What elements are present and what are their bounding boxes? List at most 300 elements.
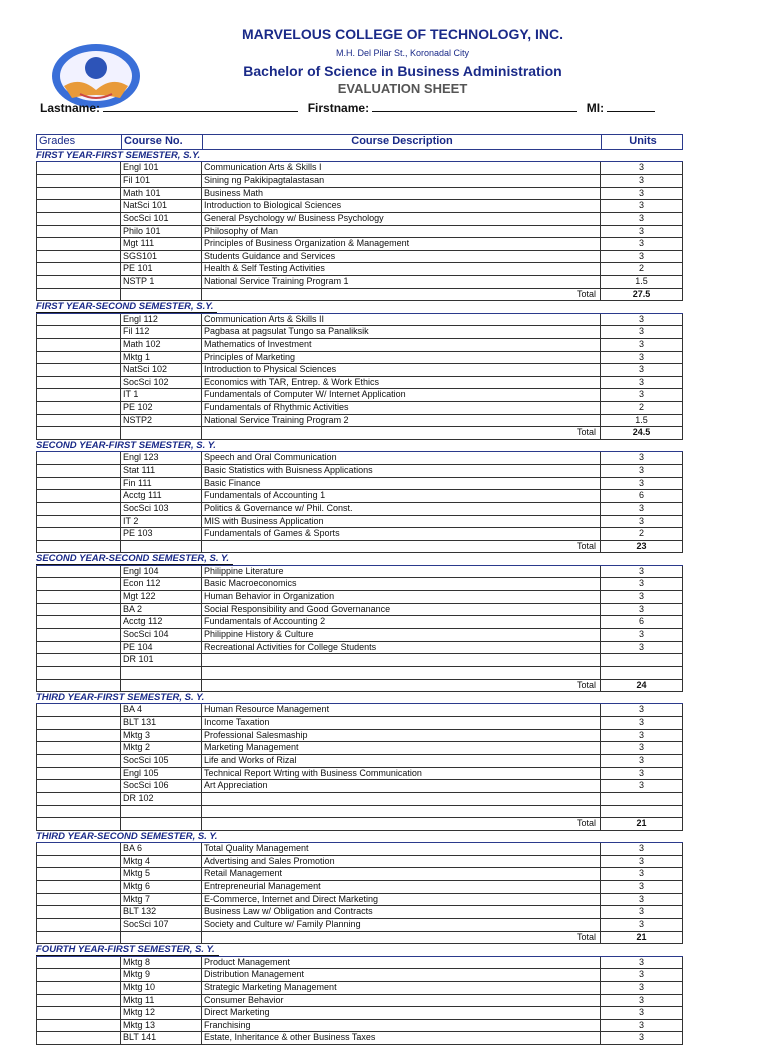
course-no-cell: Mktg 8 xyxy=(120,957,201,969)
course-description-cell: Philippine Literature xyxy=(201,566,600,578)
units-cell: 3 xyxy=(600,339,683,351)
table-row xyxy=(36,226,683,239)
course-description-cell: Basic Macroeconomics xyxy=(201,578,600,590)
course-no-cell: Engl 112 xyxy=(120,314,201,326)
course-no-cell: SGS101 xyxy=(120,251,201,263)
table-row xyxy=(36,578,683,591)
semester-title-text: SECOND YEAR-FIRST SEMESTER, S. Y. xyxy=(36,440,220,452)
course-description-cell xyxy=(201,654,600,666)
grade-cell[interactable] xyxy=(36,591,120,603)
table-row xyxy=(36,452,683,465)
table-row xyxy=(36,415,683,428)
course-description-cell: Business Math xyxy=(201,188,600,200)
course-description-header: Course Description xyxy=(202,135,601,149)
grade-cell[interactable] xyxy=(36,566,120,578)
course-no-cell: Mktg 9 xyxy=(120,969,201,981)
course-no-cell: Acctg 111 xyxy=(120,490,201,502)
course-description-cell: Sining ng Pakikipagtalastasan xyxy=(201,175,600,187)
grade-cell[interactable] xyxy=(36,957,120,969)
course-no-cell: Fil 112 xyxy=(120,326,201,338)
college-name: MARVELOUS COLLEGE OF TECHNOLOGY, INC. xyxy=(242,26,563,42)
course-description-cell: E-Commerce, Internet and Direct Marketing xyxy=(201,894,600,906)
lastname-label: Lastname: xyxy=(40,101,101,115)
units-cell xyxy=(600,806,683,818)
total-grade-cell xyxy=(36,289,120,301)
grade-cell[interactable] xyxy=(36,263,120,275)
grade-cell[interactable] xyxy=(36,1020,120,1032)
table-row xyxy=(36,982,683,995)
course-description-cell xyxy=(201,667,600,679)
units-cell: 3 xyxy=(600,768,683,780)
grade-cell[interactable] xyxy=(36,226,120,238)
course-description-cell: Franchising xyxy=(201,1020,600,1032)
course-description-cell: Marketing Management xyxy=(201,742,600,754)
course-description-cell xyxy=(201,793,600,805)
course-description-cell: Pagbasa at pagsulat Tungo sa Panaliksik xyxy=(201,326,600,338)
course-no-cell: NSTP2 xyxy=(120,415,201,427)
total-course-cell xyxy=(120,932,201,944)
units-cell: 1.5 xyxy=(600,415,683,427)
course-description-cell: Philosophy of Man xyxy=(201,226,600,238)
course-description-cell: Society and Culture w/ Family Planning xyxy=(201,919,600,931)
course-description-cell: Technical Report Wrting with Business Communication xyxy=(201,768,600,780)
course-description-cell: National Service Training Program 2 xyxy=(201,415,600,427)
units-cell: 3 xyxy=(600,389,683,401)
course-no-cell: Engl 104 xyxy=(120,566,201,578)
table-row xyxy=(36,806,683,819)
semester-title xyxy=(36,553,683,565)
units-cell: 3 xyxy=(600,856,683,868)
semester-title xyxy=(36,150,683,162)
units-cell: 3 xyxy=(600,364,683,376)
grade-cell[interactable] xyxy=(36,478,120,490)
units-cell: 6 xyxy=(600,490,683,502)
table-row xyxy=(36,465,683,478)
program-title: Bachelor of Science in Business Administration xyxy=(243,63,562,79)
units-cell: 3 xyxy=(600,868,683,880)
units-cell: 3 xyxy=(600,1020,683,1032)
grade-cell[interactable] xyxy=(36,919,120,931)
units-cell: 3 xyxy=(600,226,683,238)
table-row xyxy=(36,490,683,503)
total-course-cell xyxy=(120,427,201,439)
total-course-cell xyxy=(120,289,201,301)
total-units: 27.5 xyxy=(600,289,683,301)
total-units: 23 xyxy=(600,541,683,553)
units-cell: 3 xyxy=(600,629,683,641)
total-grade-cell xyxy=(36,818,120,830)
units-cell: 3 xyxy=(600,516,683,528)
name-row xyxy=(40,100,660,115)
grade-cell[interactable] xyxy=(36,465,120,477)
table-row xyxy=(36,389,683,402)
total-units: 24.5 xyxy=(600,427,683,439)
course-description-cell: Recreational Activities for College Students xyxy=(201,642,600,654)
table-row xyxy=(36,528,683,541)
total-label: Total xyxy=(201,541,600,553)
units-cell: 3 xyxy=(600,213,683,225)
grade-cell[interactable] xyxy=(36,856,120,868)
units-cell: 3 xyxy=(600,566,683,578)
table-row xyxy=(36,742,683,755)
grade-cell[interactable] xyxy=(36,982,120,994)
grade-cell[interactable] xyxy=(36,326,120,338)
course-description-cell: Art Appreciation xyxy=(201,780,600,792)
grade-cell[interactable] xyxy=(36,251,120,263)
grade-cell[interactable] xyxy=(36,339,120,351)
course-no-cell: DR 102 xyxy=(120,793,201,805)
course-description-cell: Social Responsibility and Good Governanance xyxy=(201,604,600,616)
table-row xyxy=(36,326,683,339)
table-row xyxy=(36,755,683,768)
course-no-cell: Engl 123 xyxy=(120,452,201,464)
course-description-cell: Fundamentals of Accounting 2 xyxy=(201,616,600,628)
course-description-cell: Entrepreneurial Management xyxy=(201,881,600,893)
grade-cell[interactable] xyxy=(36,894,120,906)
course-no-cell: BA 4 xyxy=(120,704,201,716)
grades-header: Grades xyxy=(39,135,76,147)
grade-cell[interactable] xyxy=(36,352,120,364)
total-row xyxy=(36,932,683,945)
table-row xyxy=(36,881,683,894)
grade-cell[interactable] xyxy=(36,162,120,174)
course-no-cell xyxy=(120,806,201,818)
course-no-cell: Mktg 7 xyxy=(120,894,201,906)
units-cell: 3 xyxy=(600,478,683,490)
course-no-cell: PE 104 xyxy=(120,642,201,654)
total-course-cell xyxy=(120,680,201,692)
grade-cell[interactable] xyxy=(36,654,120,666)
grade-cell[interactable] xyxy=(36,793,120,805)
course-description-cell: Communication Arts & Skills II xyxy=(201,314,600,326)
units-cell xyxy=(600,793,683,805)
grade-cell[interactable] xyxy=(36,578,120,590)
course-description-cell: Economics with TAR, Entrep. & Work Ethics xyxy=(201,377,600,389)
course-description-cell: Basic Statistics with Buisness Applications xyxy=(201,465,600,477)
units-cell: 3 xyxy=(600,642,683,654)
course-description-cell: Students Guidance and Services xyxy=(201,251,600,263)
grade-cell[interactable] xyxy=(36,452,120,464)
mi-label: MI: xyxy=(586,101,605,115)
course-description-cell: Total Quality Management xyxy=(201,843,600,855)
units-cell: 3 xyxy=(600,175,683,187)
semester-title xyxy=(36,944,683,956)
total-course-cell xyxy=(120,541,201,553)
course-no-cell: PE 101 xyxy=(120,263,201,275)
grade-cell[interactable] xyxy=(36,604,120,616)
units-cell: 3 xyxy=(600,894,683,906)
grade-cell[interactable] xyxy=(36,730,120,742)
semester-title xyxy=(36,831,683,843)
grade-cell[interactable] xyxy=(36,314,120,326)
course-description-cell: General Psychology w/ Business Psychology xyxy=(201,213,600,225)
evaluation-table xyxy=(36,134,683,1045)
course-description-cell: Basic Finance xyxy=(201,478,600,490)
table-row xyxy=(36,175,683,188)
units-cell: 3 xyxy=(600,906,683,918)
grade-cell[interactable] xyxy=(36,616,120,628)
course-description-cell: Estate, Inheritance & other Business Taxes xyxy=(201,1032,600,1044)
table-row xyxy=(36,642,683,655)
units-cell: 3 xyxy=(600,957,683,969)
table-row xyxy=(36,188,683,201)
grade-cell[interactable] xyxy=(36,415,120,427)
grade-cell[interactable] xyxy=(36,528,120,540)
total-label: Total xyxy=(201,427,600,439)
semester-title xyxy=(36,440,683,452)
course-description-cell: MIS with Business Application xyxy=(201,516,600,528)
semester-title-text: FIRST YEAR-FIRST SEMESTER, S.Y. xyxy=(36,150,204,162)
grade-cell[interactable] xyxy=(36,881,120,893)
total-row xyxy=(36,427,683,440)
table-row xyxy=(36,352,683,365)
course-no-cell: SocSci 104 xyxy=(120,629,201,641)
table-row xyxy=(36,894,683,907)
grade-cell[interactable] xyxy=(36,755,120,767)
table-header xyxy=(36,134,683,150)
units-cell xyxy=(600,667,683,679)
course-description-cell: Human Resource Management xyxy=(201,704,600,716)
table-row xyxy=(36,793,683,806)
units-cell: 3 xyxy=(600,919,683,931)
course-description-cell: Introduction to Biological Sciences xyxy=(201,200,600,212)
units-cell: 3 xyxy=(600,755,683,767)
course-description-cell: Retail Management xyxy=(201,868,600,880)
total-row xyxy=(36,818,683,831)
course-no-cell: Fin 111 xyxy=(120,478,201,490)
table-row xyxy=(36,604,683,617)
grade-cell[interactable] xyxy=(36,742,120,754)
course-no-cell: SocSci 106 xyxy=(120,780,201,792)
units-header: Units xyxy=(601,135,684,149)
lastname-field[interactable] xyxy=(103,100,298,112)
course-no-cell: BA 2 xyxy=(120,604,201,616)
units-cell: 3 xyxy=(600,503,683,515)
course-description-cell: Communication Arts & Skills I xyxy=(201,162,600,174)
course-no-cell: Mgt 122 xyxy=(120,591,201,603)
grade-cell[interactable] xyxy=(36,364,120,376)
course-description-cell: Mathematics of Investment xyxy=(201,339,600,351)
course-description-cell: Principles of Marketing xyxy=(201,352,600,364)
course-description-cell: Business Law w/ Obligation and Contracts xyxy=(201,906,600,918)
course-no-cell: NatSci 101 xyxy=(120,200,201,212)
grade-cell[interactable] xyxy=(36,238,120,250)
course-no-cell: Econ 112 xyxy=(120,578,201,590)
grade-cell[interactable] xyxy=(36,717,120,729)
grade-cell[interactable] xyxy=(36,704,120,716)
table-row xyxy=(36,276,683,289)
course-no-cell: Mktg 3 xyxy=(120,730,201,742)
total-course-cell xyxy=(120,818,201,830)
units-cell: 3 xyxy=(600,465,683,477)
grade-cell[interactable] xyxy=(36,806,120,818)
units-cell: 1.5 xyxy=(600,276,683,288)
course-no-header: Course No. xyxy=(121,135,204,149)
course-description-cell: Strategic Marketing Management xyxy=(201,982,600,994)
semester-title-text: SECOND YEAR-SECOND SEMESTER, S. Y. xyxy=(36,553,233,565)
course-no-cell: DR 101 xyxy=(120,654,201,666)
table-row xyxy=(36,780,683,793)
table-row xyxy=(36,377,683,390)
course-description-cell: Advertising and Sales Promotion xyxy=(201,856,600,868)
course-no-cell: BLT 141 xyxy=(120,1032,201,1044)
grade-cell[interactable] xyxy=(36,995,120,1007)
units-cell: 3 xyxy=(600,314,683,326)
grade-cell[interactable] xyxy=(36,843,120,855)
units-cell: 2 xyxy=(600,528,683,540)
grade-cell[interactable] xyxy=(36,402,120,414)
units-cell: 3 xyxy=(600,704,683,716)
units-cell xyxy=(600,654,683,666)
course-description-cell: Politics & Governance w/ Phil. Const. xyxy=(201,503,600,515)
course-description-cell: National Service Training Program 1 xyxy=(201,276,600,288)
grade-cell[interactable] xyxy=(36,629,120,641)
grade-cell[interactable] xyxy=(36,188,120,200)
table-row xyxy=(36,1032,683,1045)
table-row xyxy=(36,213,683,226)
course-no-cell: NatSci 102 xyxy=(120,364,201,376)
course-no-cell: Mktg 2 xyxy=(120,742,201,754)
table-row xyxy=(36,1007,683,1020)
course-no-cell: PE 103 xyxy=(120,528,201,540)
course-no-cell: Fil 101 xyxy=(120,175,201,187)
table-row xyxy=(36,200,683,213)
units-cell: 3 xyxy=(600,995,683,1007)
table-row xyxy=(36,704,683,717)
course-no-cell: Math 102 xyxy=(120,339,201,351)
course-description-cell: Human Behavior in Organization xyxy=(201,591,600,603)
grade-cell[interactable] xyxy=(36,200,120,212)
grade-cell[interactable] xyxy=(36,213,120,225)
total-units: 21 xyxy=(600,818,683,830)
units-cell: 3 xyxy=(600,452,683,464)
grade-cell[interactable] xyxy=(36,503,120,515)
units-cell: 3 xyxy=(600,717,683,729)
semester-title xyxy=(36,692,683,704)
grade-cell[interactable] xyxy=(36,642,120,654)
units-cell: 3 xyxy=(600,200,683,212)
grade-cell[interactable] xyxy=(36,780,120,792)
total-grade-cell xyxy=(36,680,120,692)
course-no-cell: PE 102 xyxy=(120,402,201,414)
course-no-cell xyxy=(120,667,201,679)
grade-cell[interactable] xyxy=(36,389,120,401)
course-no-cell: Engl 101 xyxy=(120,162,201,174)
course-description-cell: Fundamentals of Rhythmic Activities xyxy=(201,402,600,414)
grade-cell[interactable] xyxy=(36,906,120,918)
grade-cell[interactable] xyxy=(36,1007,120,1019)
table-row xyxy=(36,591,683,604)
course-no-cell: Mktg 5 xyxy=(120,868,201,880)
mi-field[interactable] xyxy=(607,100,655,112)
grade-cell[interactable] xyxy=(36,1032,120,1044)
course-no-cell: Math 101 xyxy=(120,188,201,200)
course-description-cell: Fundamentals of Computer W/ Internet Application xyxy=(201,389,600,401)
course-no-cell: Mktg 11 xyxy=(120,995,201,1007)
semester-title xyxy=(36,301,683,313)
course-no-cell: BLT 131 xyxy=(120,717,201,729)
units-cell: 3 xyxy=(600,188,683,200)
grade-cell[interactable] xyxy=(36,377,120,389)
course-description-cell: Professional Salesmaship xyxy=(201,730,600,742)
course-description-cell: Speech and Oral Communication xyxy=(201,452,600,464)
table-row xyxy=(36,238,683,251)
course-description-cell: Direct Marketing xyxy=(201,1007,600,1019)
firstname-field[interactable] xyxy=(372,100,577,112)
units-cell: 3 xyxy=(600,843,683,855)
units-cell: 3 xyxy=(600,162,683,174)
course-no-cell: Mktg 10 xyxy=(120,982,201,994)
units-cell: 3 xyxy=(600,591,683,603)
total-units: 24 xyxy=(600,680,683,692)
semester-title-text: FIRST YEAR-SECOND SEMESTER, S.Y. xyxy=(36,301,217,313)
semester-title-text: FOURTH YEAR-FIRST SEMESTER, S. Y. xyxy=(36,944,219,956)
table-row xyxy=(36,730,683,743)
course-no-cell: Mktg 12 xyxy=(120,1007,201,1019)
grade-cell[interactable] xyxy=(36,175,120,187)
units-cell: 3 xyxy=(600,881,683,893)
total-grade-cell xyxy=(36,541,120,553)
table-row xyxy=(36,1020,683,1033)
total-grade-cell xyxy=(36,427,120,439)
total-row xyxy=(36,289,683,302)
table-row xyxy=(36,654,683,667)
units-cell: 3 xyxy=(600,969,683,981)
table-row xyxy=(36,667,683,680)
table-row xyxy=(36,856,683,869)
table-row xyxy=(36,162,683,175)
units-cell: 3 xyxy=(600,377,683,389)
course-description-cell: Introduction to Physical Sciences xyxy=(201,364,600,376)
sheet-title: EVALUATION SHEET xyxy=(337,81,468,96)
course-description-cell: Distribution Management xyxy=(201,969,600,981)
grade-cell[interactable] xyxy=(36,516,120,528)
course-description-cell: Fundamentals of Games & Sports xyxy=(201,528,600,540)
table-row xyxy=(36,969,683,982)
course-description-cell: Income Taxation xyxy=(201,717,600,729)
table-row xyxy=(36,717,683,730)
table-row xyxy=(36,843,683,856)
table-row xyxy=(36,616,683,629)
grade-cell[interactable] xyxy=(36,667,120,679)
units-cell: 3 xyxy=(600,352,683,364)
units-cell: 3 xyxy=(600,982,683,994)
course-no-cell: Mktg 1 xyxy=(120,352,201,364)
grade-cell[interactable] xyxy=(36,868,120,880)
course-no-cell: SocSci 101 xyxy=(120,213,201,225)
units-cell: 3 xyxy=(600,780,683,792)
units-cell: 3 xyxy=(600,238,683,250)
total-label: Total xyxy=(201,289,600,301)
units-cell: 6 xyxy=(600,616,683,628)
units-cell: 2 xyxy=(600,402,683,414)
grade-cell[interactable] xyxy=(36,276,120,288)
semester-title-text: THIRD YEAR-SECOND SEMESTER, S. Y. xyxy=(36,831,221,843)
table-row xyxy=(36,768,683,781)
course-description-cell: Philippine History & Culture xyxy=(201,629,600,641)
table-row xyxy=(36,478,683,491)
table-row xyxy=(36,503,683,516)
grade-cell[interactable] xyxy=(36,768,120,780)
course-no-cell: SocSci 107 xyxy=(120,919,201,931)
total-label: Total xyxy=(201,818,600,830)
table-row xyxy=(36,314,683,327)
course-no-cell: Mktg 13 xyxy=(120,1020,201,1032)
table-row xyxy=(36,251,683,264)
total-grade-cell xyxy=(36,932,120,944)
grade-cell[interactable] xyxy=(36,969,120,981)
grade-cell[interactable] xyxy=(36,490,120,502)
